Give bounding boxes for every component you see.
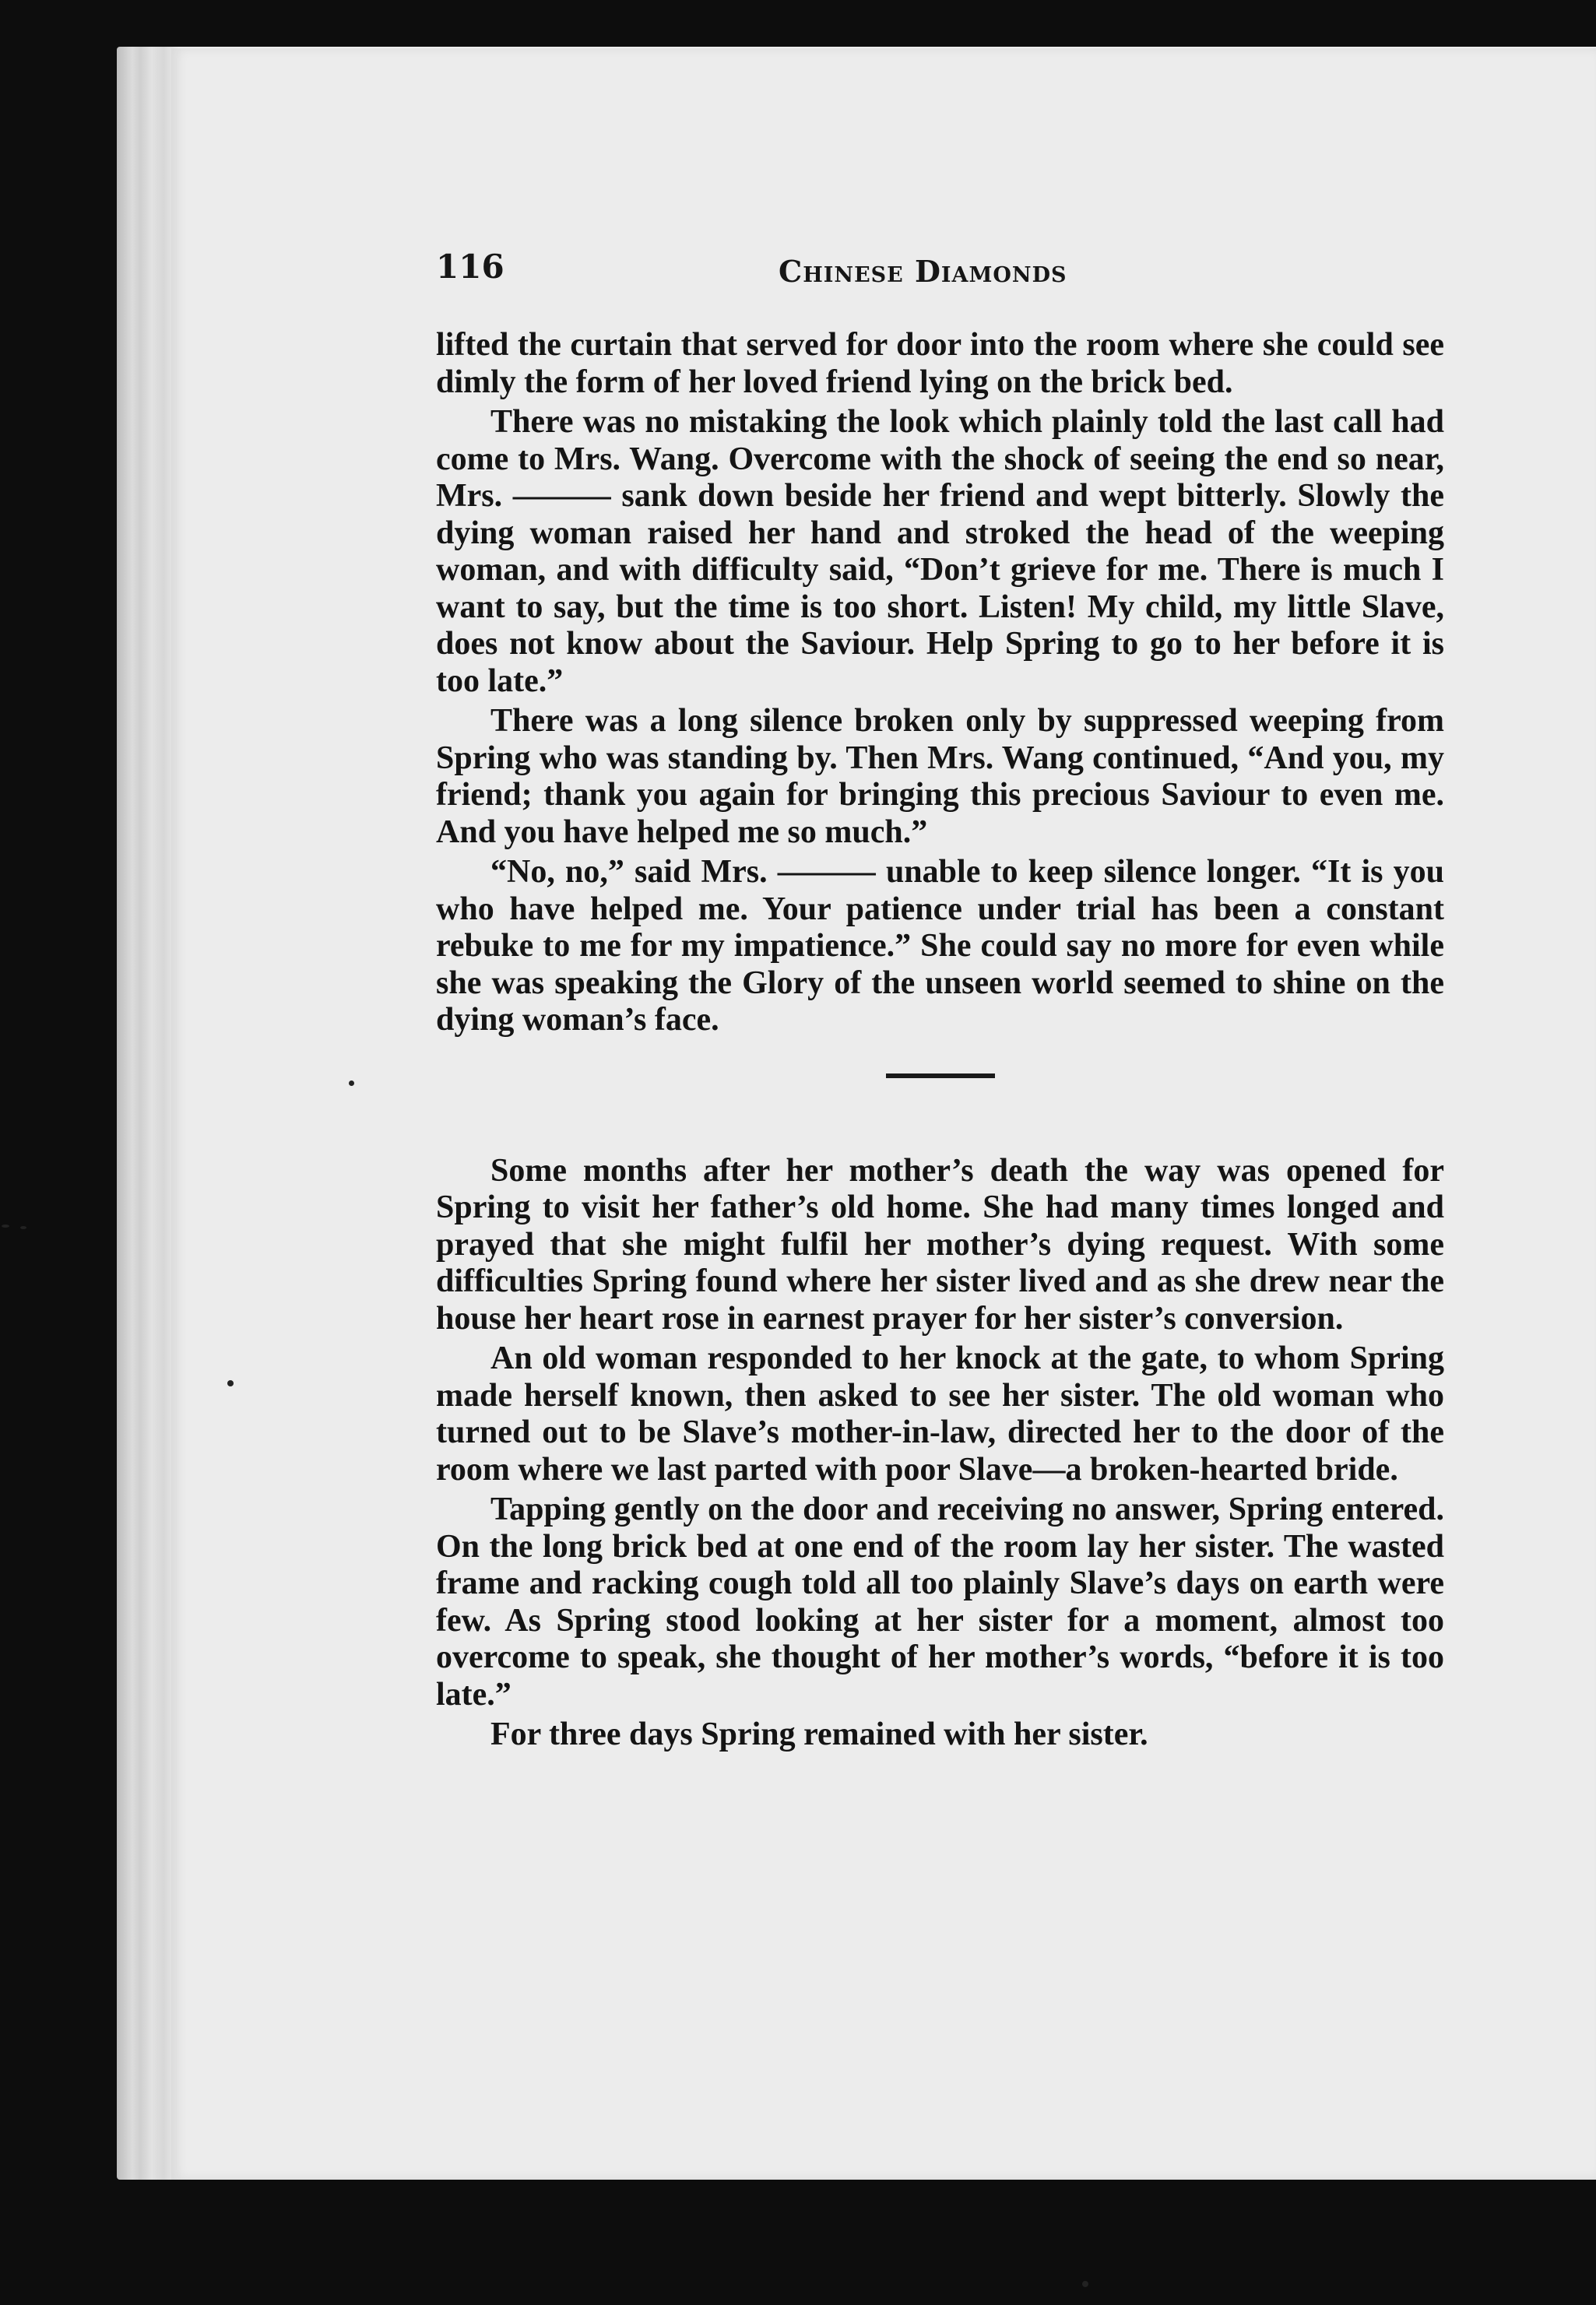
- running-title: Chinese Diamonds: [779, 254, 1067, 289]
- paragraph: For three days Spring remained with her sister.: [490, 1716, 1148, 1752]
- paragraph: “No, no,” said Mrs. ——— unable to keep silence longer. “It is you who have helped me. Your patience under trial has been a constant rebuke to me for my impatience.” She could say no more for even while she was speaking the Glory of the unseen world seemed to shine on the dying woman’s face.: [436, 854, 1444, 1038]
- body-text: [436, 327, 1444, 1757]
- page-number: 116: [436, 248, 504, 286]
- paragraph: There was no mistaking the look which plainly told the last call had come to Mrs. Wang. Overcome with the shock of seeing the end so near, Mrs. ——— sank down beside her friend and wept bitterly. Slowly the dying woman raised her hand and stroked the head of the weeping woman, and with difficulty said, “Don’t grieve for me. There is much I want to say, but the time is too short. Listen! My child, my little Slave, does not know about the Saviour. Help Spring to go to her before it is too late.”: [436, 404, 1444, 699]
- section-break-rule: [886, 1073, 995, 1078]
- paragraph: There was a long silence broken only by suppressed weeping from Spring who was standing by. Then Mrs. Wang continued, “And you, my friend; thank you again for bringing this precious Saviour to even me. And you have helped me so much.”: [436, 703, 1444, 850]
- paragraph: Some months after her mother’s death the way was opened for Spring to visit her father’s old home. She had many times longed and prayed that she might fulfil her mother’s dying request. With some difficulties Spring found where her sister lived and as she drew near the house her heart rose in earnest prayer for her sister’s conversion.: [436, 1152, 1444, 1337]
- scan-speck: [2, 1225, 9, 1228]
- paragraph: lifted the curtain that served for door into the room where she could see dimly the form of her loved friend lying on the brick bed.: [436, 327, 1444, 400]
- paragraph: An old woman responded to her knock at the gate, to whom Spring made herself known, then asked to see her sister. The old woman who turned out to be Slave’s mother-in-law, directed her to the door of the room where we last parted with poor Slave—a broken-hearted bride.: [436, 1340, 1444, 1488]
- scan-speck: [1082, 2281, 1088, 2287]
- scan-speck: [349, 1080, 354, 1086]
- paragraph: Tapping gently on the door and receiving no answer, Spring entered. On the long brick bed at one end of the room lay her sister. The wasted frame and racking cough told all too plainly Slave’s days on earth were few. As Spring stood looking at her sister for a moment, almost too overcome to speak, she thought of her mother’s words, “before it is too late.”: [436, 1492, 1444, 1713]
- scan-speck: [227, 1380, 234, 1386]
- scan-speck: [20, 1226, 26, 1229]
- running-head: [436, 248, 1448, 294]
